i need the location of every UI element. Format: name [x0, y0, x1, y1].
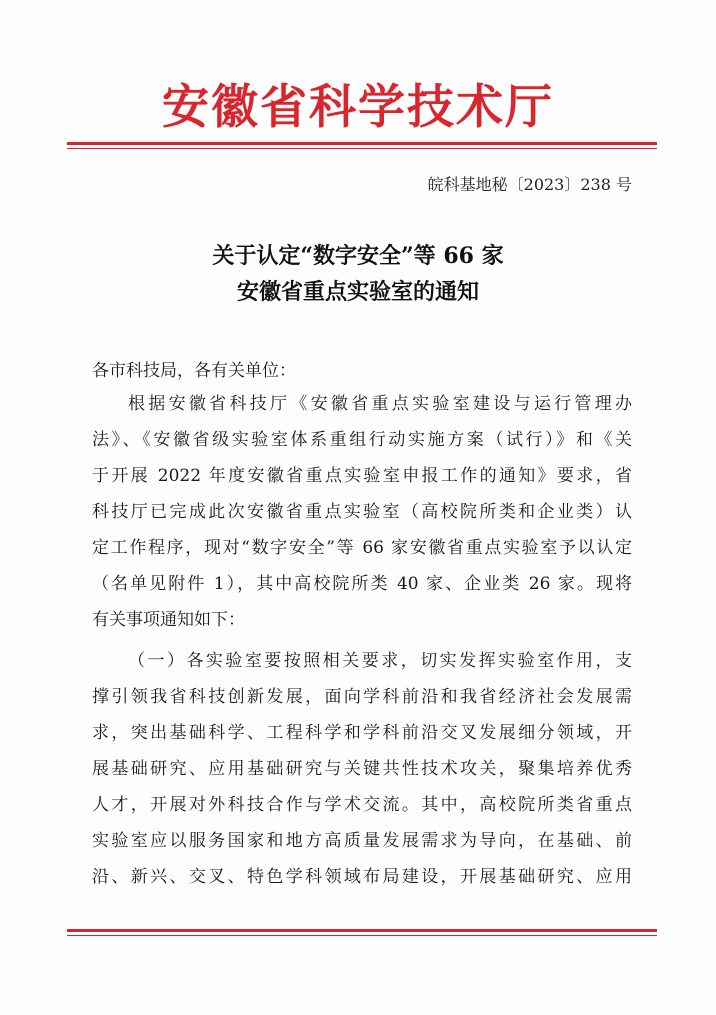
body-line: （一）各实验室要按照相关要求，切实发挥实验室作用，支: [128, 651, 632, 671]
header-rule-thin: [67, 148, 657, 149]
header-red-rule: [67, 142, 657, 150]
body-line: 科技厅已完成此次安徽省重点实验室（高校院所类和企业类）认: [92, 502, 632, 522]
body-line: 法》、《安徽省级实验室体系重组行动实施方案（试行）》和《关: [92, 430, 632, 450]
agency-header: 安徽省科学技术厅: [162, 80, 554, 135]
addressee: 各市科技局，各有关单位：: [92, 361, 296, 381]
body-line: （名单见附件 1），其中高校院所类 40 家、企业类 26 家。现将: [92, 574, 632, 594]
footer-rule-thin: [67, 935, 657, 936]
footer-red-rule: [67, 929, 657, 937]
body-line: 定工作程序，现对“数字安全”等 66 家安徽省重点实验室予以认定: [92, 538, 632, 558]
body-line: 展基础研究、应用基础研究与关键共性技术攻关，聚集培养优秀: [92, 759, 632, 779]
body-line: 实验室应以服务国家和地方高质量发展需求为导向，在基础、前: [92, 831, 632, 851]
document-number: 皖科基地秘〔2023〕238 号: [427, 175, 632, 194]
body-line: 根据安徽省科技厅《安徽省重点实验室建设与运行管理办: [128, 394, 632, 414]
document-title-line: 关于认定“数字安全”等 66 家: [212, 243, 504, 269]
body-line: 人才，开展对外科技合作与学术交流。其中，高校院所类省重点: [92, 795, 632, 815]
body-line: 于开展 2022 年度安徽省重点实验室申报工作的通知》要求，省: [92, 466, 632, 486]
document-title-line: 安徽省重点实验室的通知: [236, 279, 479, 305]
footer-rule-thick: [67, 929, 657, 932]
document-title: [0, 238, 716, 310]
body-line: 有关事项通知如下：: [92, 610, 245, 630]
body-line: 沿、新兴、交叉、特色学科领域布局建设，开展基础研究、应用: [92, 867, 632, 887]
body-line: 求，突出基础科学、工程科学和学科前沿交叉发展细分领域，开: [92, 723, 632, 743]
body-line: 撑引领我省科技创新发展，面向学科前沿和我省经济社会发展需: [92, 687, 632, 707]
header-rule-thick: [67, 142, 657, 145]
